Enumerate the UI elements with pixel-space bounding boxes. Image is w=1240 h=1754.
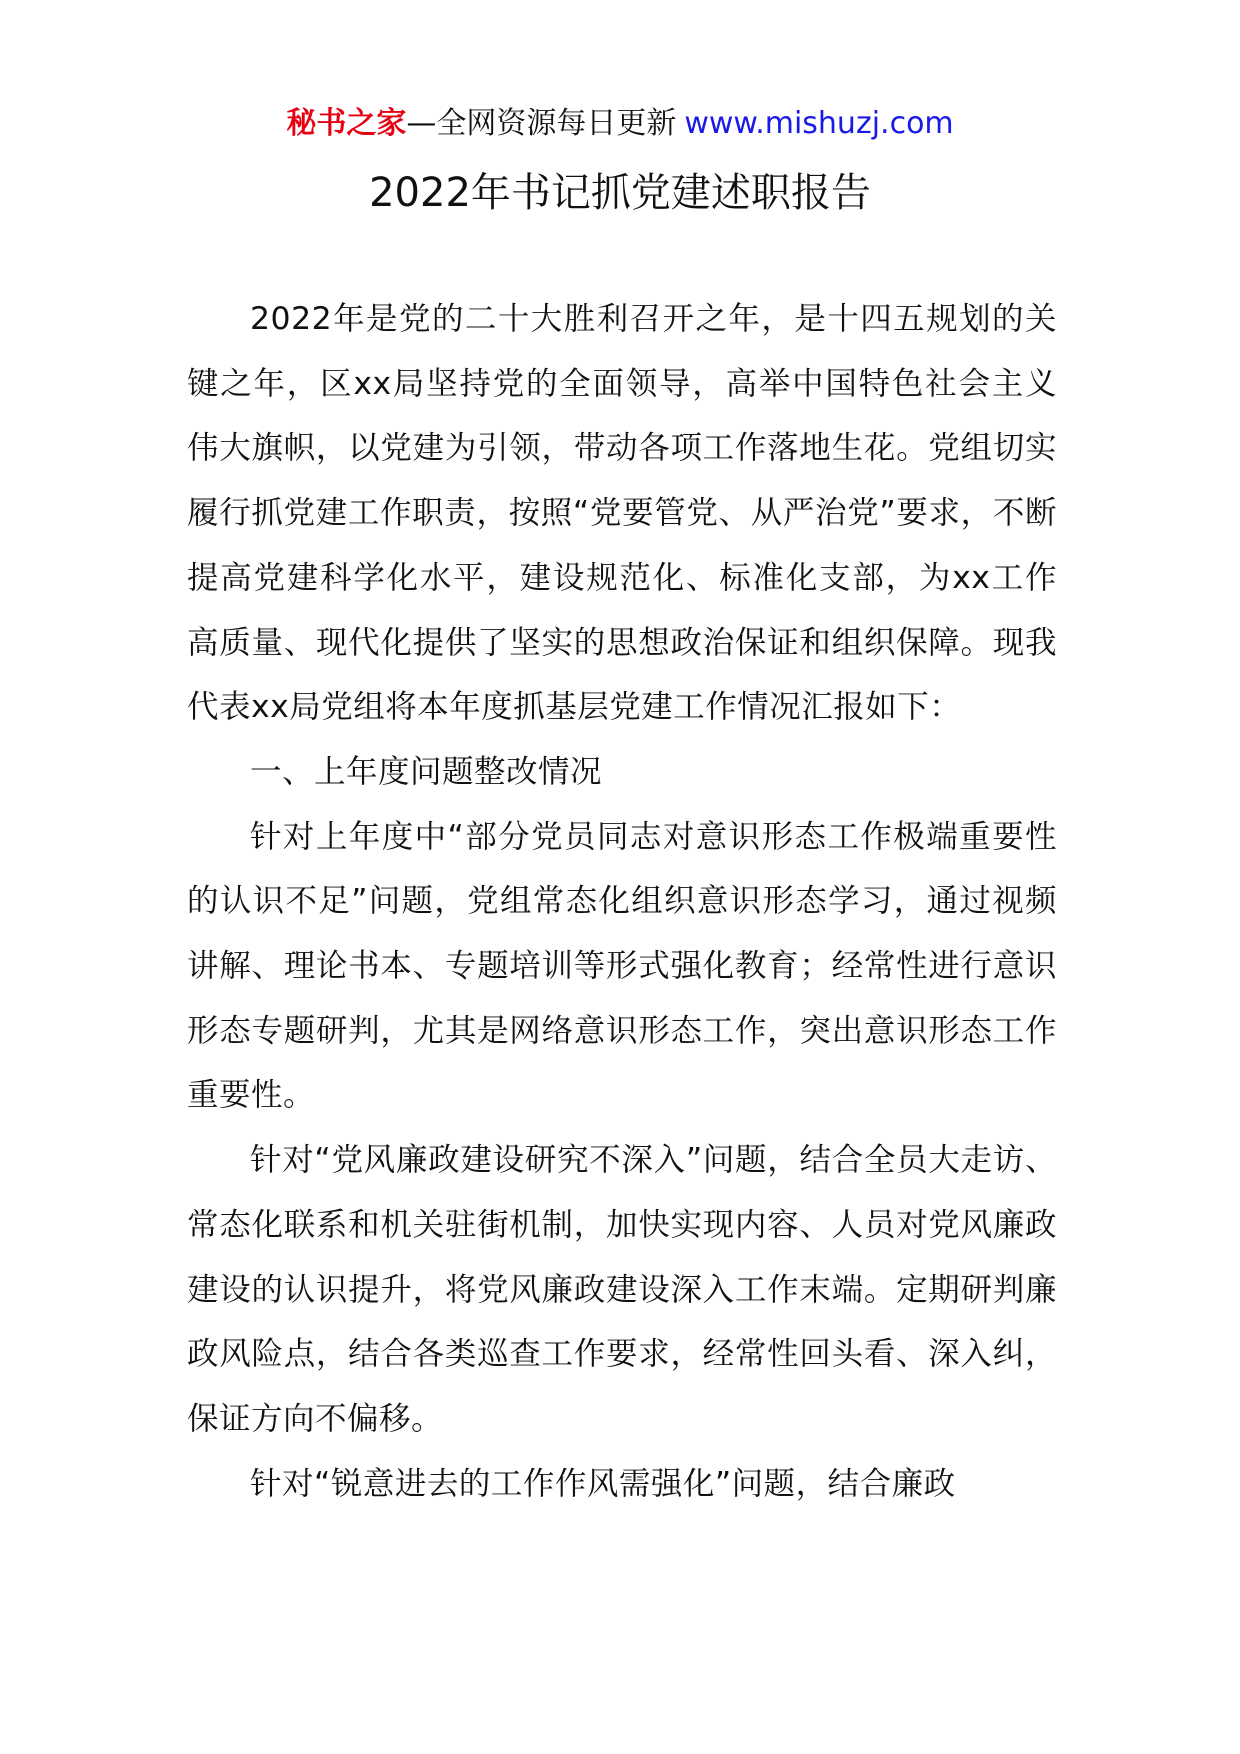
site-header: [0, 104, 1240, 144]
document-body: [187, 287, 1057, 1516]
brand-name: 秘书之家: [286, 106, 407, 141]
body-paragraph: 针对“锐意进去的工作作风需强化”问题，结合廉政: [250, 1465, 956, 1502]
header-slogan: 全网资源每日更新: [436, 106, 677, 141]
intro-paragraph: 2022年是党的二十大胜利召开之年，是十四五规划的关键之年，区xx局坚持党的全面领导，高举中国特色社会主义伟大旗帜，以党建为引领，带动各项工作落地生花。党组切实履行抓党建工作职责，按照“党要管党、从严治党”要求，不断提高党建科学化水平，建设规范化、标准化支部，为xx工作高质量、现代化提供了坚实的思想政治保证和组织保障。现我代表xx局党组将本年度抓基层党建工作情况汇报如下：: [187, 301, 1057, 726]
document-title: 2022年书记抓党建述职报告: [369, 170, 871, 216]
section-heading: 一、上年度问题整改情况: [250, 753, 603, 790]
site-url[interactable]: www.mishuzj.com: [684, 106, 954, 141]
body-paragraph: 针对上年度中“部分党员同志对意识形态工作极端重要性的认识不足”问题，党组常态化组织意识形态学习，通过视频讲解、理论书本、专题培训等形式强化教育；经常性进行意识形态专题研判，尤其是网络意识形态工作，突出意识形态工作重要性。: [187, 818, 1057, 1114]
body-paragraph: 针对“党风廉政建设研究不深入”问题，结合全员大走访、常态化联系和机关驻街机制，加快实现内容、人员对党风廉政建设的认识提升，将党风廉政建设深入工作末端。定期研判廉政风险点，结合各类巡查工作要求，经常性回头看、深入纠，保证方向不偏移。: [187, 1142, 1057, 1437]
header-dash: —: [406, 106, 437, 141]
